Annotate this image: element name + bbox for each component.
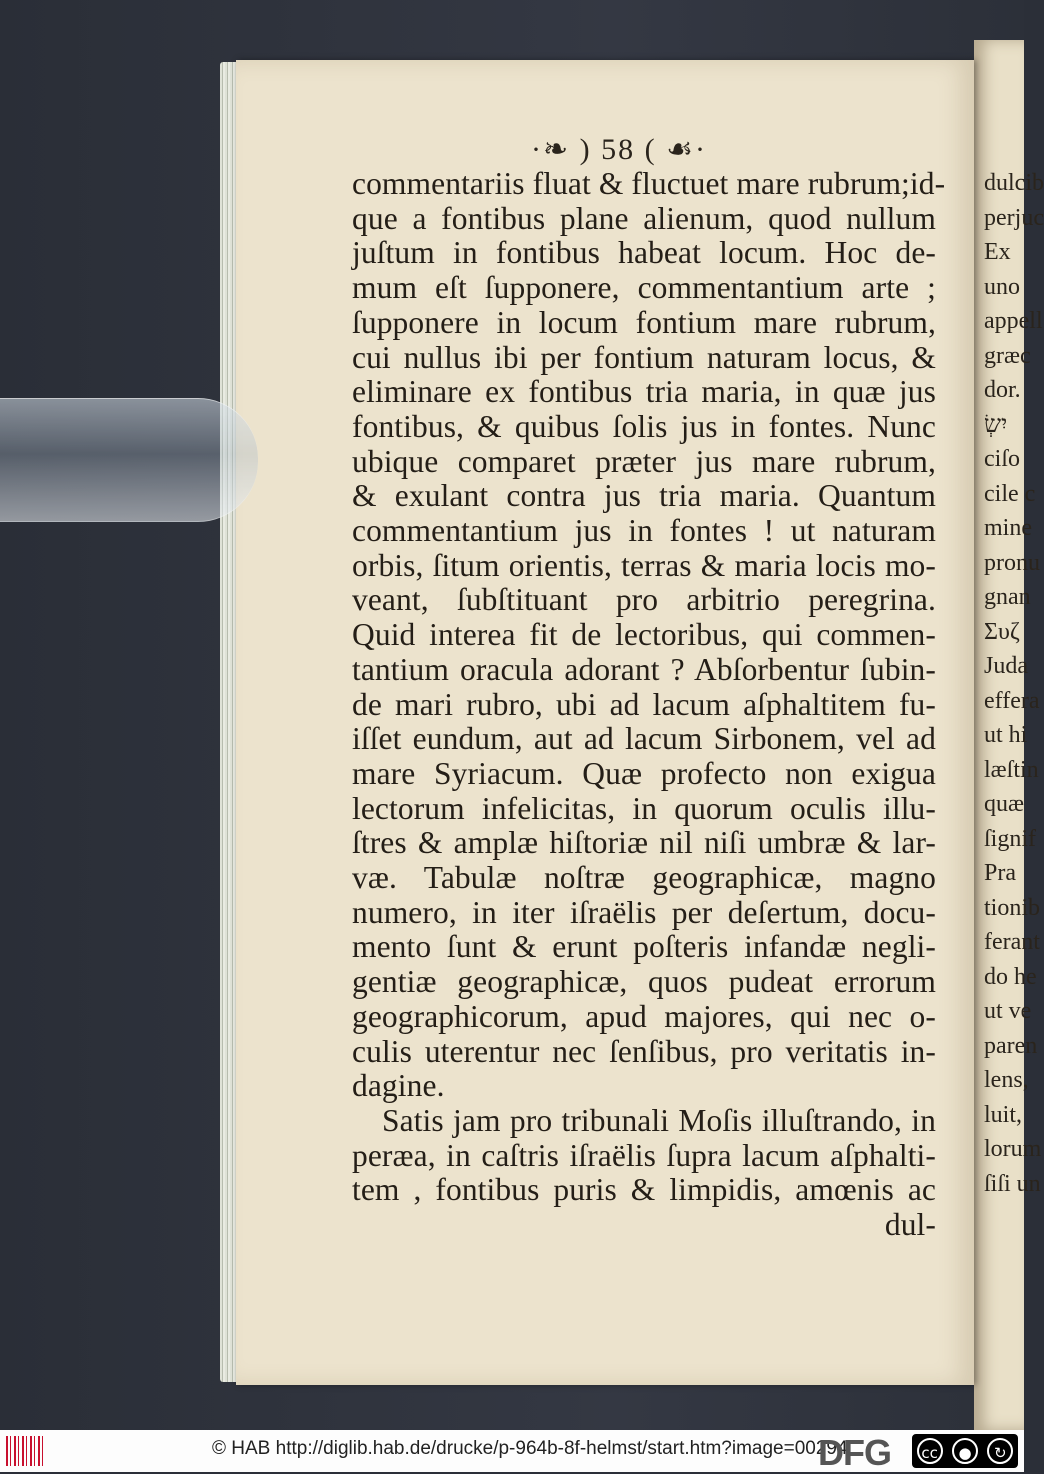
text-line: commentantium jus in fontes ! ut naturam bbox=[352, 513, 936, 549]
text-line: Quid interea fit de lectoribus, qui commen- bbox=[352, 617, 936, 653]
next-page-fragment: ferant bbox=[984, 929, 1040, 955]
next-page-fragment: Pra bbox=[984, 860, 1016, 886]
text-line: veant, ſubſtituant pro arbitrio peregrina. bbox=[352, 582, 936, 618]
next-page-fragment: appell bbox=[984, 308, 1043, 334]
next-page-fragment: Συζ bbox=[984, 618, 1020, 645]
page-text bbox=[352, 166, 946, 1243]
text-line: mento ſunt & erunt poſteris infandæ negli- bbox=[352, 929, 936, 965]
cc-icon: cc bbox=[917, 1438, 943, 1464]
next-page-fragment: tionib bbox=[984, 894, 1041, 921]
hab-logo-icon bbox=[6, 1436, 46, 1466]
next-page-fragment: cile c bbox=[984, 480, 1036, 507]
next-page-fragment: ut hi bbox=[984, 722, 1028, 748]
next-page-fragment: græc bbox=[984, 342, 1031, 369]
next-page-fragment: uno bbox=[984, 273, 1020, 300]
running-head: ·❧ ) 58 ( ☙· bbox=[531, 133, 707, 166]
next-page-fragment: perjuc bbox=[984, 204, 1044, 231]
text-line: de mari rubro, ubi ad lacum aſphaltitem fu- bbox=[352, 686, 936, 722]
by-icon: ● bbox=[952, 1438, 978, 1464]
text-line: eliminare ex fontibus tria maria, in quæ jus bbox=[352, 374, 936, 410]
next-page-fragment: mine bbox=[984, 515, 1032, 541]
next-page-fragment: quæ bbox=[984, 791, 1025, 817]
next-page-fragment: lorum bbox=[984, 1136, 1042, 1162]
sa-icon: ↻ bbox=[987, 1438, 1013, 1464]
next-page-fragment: do he bbox=[984, 963, 1037, 990]
text-line: geographicorum, apud majores, qui nec o- bbox=[352, 998, 936, 1034]
next-page-fragment: paren bbox=[984, 1032, 1038, 1059]
glass-page-holder bbox=[0, 398, 258, 522]
text-line: tantium oracula adorant ? Abſorbentur ſubin- bbox=[352, 651, 936, 687]
text-line: lectorum infelicitas, in quorum oculis illu- bbox=[352, 790, 936, 826]
cc-license-badge[interactable] bbox=[912, 1434, 1018, 1468]
next-page-fragment: ciſo bbox=[984, 446, 1020, 472]
next-page-fragment: יִשְׂ bbox=[984, 411, 1008, 438]
text-line: que a fontibus plane alienum, quod nullum bbox=[352, 200, 936, 236]
text-line: væ. Tabulæ noſtræ geographicæ, magno bbox=[352, 860, 936, 896]
text-line: cui nullus ibi per fontium naturam locus, & bbox=[352, 339, 936, 375]
next-page-fragment: læſtin bbox=[984, 756, 1039, 783]
text-line: mum eſt ſupponere, commentantium arte ; bbox=[352, 270, 936, 306]
text-line: ſtres & amplæ hiſtoriæ nil niſi umbræ & lar- bbox=[352, 825, 936, 861]
next-page-fragment: ſignif bbox=[984, 825, 1036, 852]
text-line: ubique comparet præter jus mare rubrum, bbox=[352, 443, 936, 479]
next-page-fragment: pronu bbox=[984, 549, 1040, 576]
next-page-fragment: Ex bbox=[984, 239, 1011, 265]
text-line: tem , fontibus puris & limpidis, amœnis ac bbox=[352, 1172, 936, 1208]
next-page-fragment: dor. bbox=[984, 377, 1021, 403]
next-page-fragment: effera bbox=[984, 687, 1040, 714]
next-page-strip bbox=[974, 40, 1044, 1430]
text-line: gentiæ geographicæ, quos pudeat errorum bbox=[352, 964, 936, 1000]
footer-credit[interactable]: © HAB http://diglib.hab.de/drucke/p-964b-8f-helmst/start.htm?image=00294 bbox=[212, 1438, 848, 1459]
text-line: & exulant contra jus tria maria. Quantum bbox=[352, 478, 936, 514]
text-line: dagine. bbox=[352, 1068, 445, 1104]
text-line: iſſet eundum, aut ad lacum Sirbonem, vel ad bbox=[352, 721, 936, 757]
next-page-fragment: gnan bbox=[984, 584, 1031, 610]
text-line: commentariis fluat & fluctuet mare rubrum;id- bbox=[352, 166, 946, 201]
text-line: Satis jam pro tribunali Moſis illuſtrando, in bbox=[382, 1102, 936, 1138]
next-page-fragment: ſiſi un bbox=[984, 1170, 1041, 1197]
text-line: ſupponere in locum fontium mare rubrum, bbox=[352, 304, 936, 340]
text-line: numero, in iter iſraëlis per deſertum, docu- bbox=[352, 894, 936, 930]
next-page-fragment: luit, bbox=[984, 1101, 1023, 1128]
catchword: dul- bbox=[884, 1207, 936, 1243]
text-line: orbis, ſitum orientis, terras & maria locis mo- bbox=[352, 547, 936, 583]
next-page-fragment: lens, bbox=[984, 1067, 1029, 1093]
next-page-fragment: Juda bbox=[984, 653, 1028, 679]
text-line: peræa, in caſtris iſraëlis ſupra lacum aſphalti- bbox=[352, 1137, 936, 1173]
text-line: mare Syriacum. Quæ profecto non exigua bbox=[352, 755, 936, 791]
dfg-logo: DFG bbox=[818, 1432, 891, 1473]
next-page-fragment: ut ve bbox=[984, 998, 1032, 1024]
text-line: fontibus, & quibus ſolis jus in fontes. Nunc bbox=[352, 408, 936, 444]
text-line: culis uterentur nec ſenſibus, pro veritatis in- bbox=[352, 1033, 936, 1069]
text-line: juſtum in fontibus habeat locum. Hoc de- bbox=[352, 235, 936, 271]
next-page-fragment: dulcib bbox=[984, 170, 1044, 196]
